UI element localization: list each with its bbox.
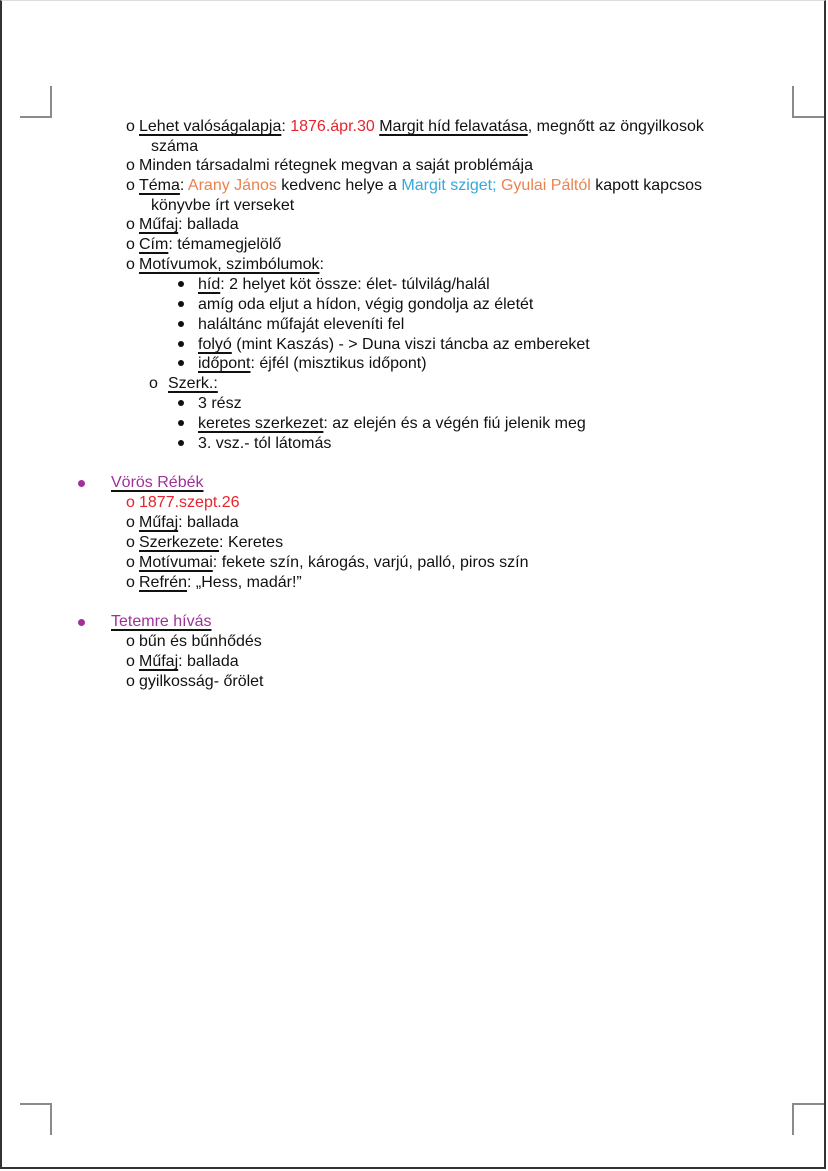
motif-item[interactable]: híd: 2 helyet köt össze: élet- túlvilág/halál [178,275,490,295]
bullet-icon [178,360,184,366]
bullet-icon [178,281,184,287]
list-item[interactable]: o Műfaj: ballada [126,216,239,233]
purple-bullet-icon [78,480,85,487]
section-title-tetemre-hivas[interactable]: Tetemre hívás [111,613,212,630]
bullet-icon [178,321,184,327]
list-item[interactable]: o Cím: témamegjelölő [126,236,282,253]
list-item[interactable]: o Refrén: „Hess, madár!” [126,574,302,591]
list-item[interactable]: o Lehet valóságalapja: 1876.ápr.30 Margit híd felavatása, megnőtt az öngyilkosok [126,118,704,135]
list-item[interactable]: o Minden társadalmi rétegnek megvan a saját problémája [126,157,533,174]
motif-item[interactable]: időpont: éjfél (misztikus időpont) [178,354,427,374]
bullet-icon [178,420,184,426]
list-item[interactable]: o gyilkosság- őrölet [126,673,264,690]
purple-bullet-icon [78,619,85,626]
margin-corner-bottom-left [20,1103,52,1135]
list-item[interactable]: o Téma: Arany János kedvenc helye a Margit sziget; Gyulai Páltól kapott kapcsos [126,177,702,194]
structure-item[interactable]: 3. vsz.- tól látomás [178,434,331,454]
list-item[interactable]: o Szerkezete: Keretes [126,534,284,551]
structure-item[interactable]: 3 rész [178,394,242,414]
motif-item[interactable]: folyó (mint Kaszás) - > Duna viszi táncba az embereket [178,335,590,355]
list-item[interactable]: o Motívumai: fekete szín, károgás, varjú, palló, piros szín [126,554,529,571]
bullet-icon [178,341,184,347]
structure-item[interactable]: keretes szerkezet: az elején és a végén fiú jelenik meg [178,414,586,434]
bullet-icon [178,400,184,406]
list-item[interactable]: o 1877.szept.26 [126,494,240,511]
list-item[interactable]: o Műfaj: ballada [126,514,239,531]
motif-item[interactable]: haláltánc műfaját eleveníti fel [178,315,404,335]
margin-corner-top-left [20,86,52,118]
list-item-structure[interactable]: o Szerk.: [149,375,218,392]
motif-item[interactable]: amíg oda eljut a hídon, végig gondolja az életét [178,295,533,315]
bullet-icon [178,301,184,307]
list-item-continuation: száma [151,138,199,155]
sub-marker: o [126,118,135,135]
list-item[interactable]: o Műfaj: ballada [126,653,239,670]
margin-corner-bottom-right [792,1103,824,1135]
bullet-icon [178,440,184,446]
list-item-continuation: könyvbe írt verseket [151,197,295,214]
margin-corner-top-right [792,86,824,118]
list-item[interactable]: o Motívumok, szimbólumok: [126,256,324,273]
list-item[interactable]: o bűn és bűnhődés [126,633,262,650]
section-title-voros-rebek[interactable]: Vörös Rébék [111,474,204,491]
